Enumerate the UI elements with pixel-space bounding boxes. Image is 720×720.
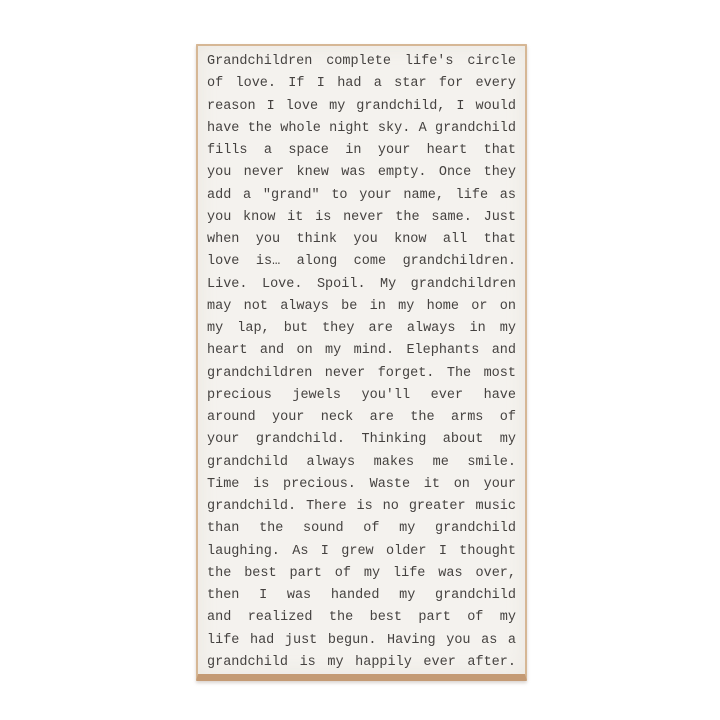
text-line: add a "grand" to your name, life as — [207, 187, 516, 203]
text-line: Live. Love. Spoil. My grandchildren — [207, 276, 516, 292]
text-line: heart and on my mind. Elephants and — [207, 343, 516, 359]
text-line: grandchild is my happily ever after. — [207, 654, 516, 670]
text-line: you never knew was empty. Once they — [207, 165, 516, 181]
text-line: and realized the best part of my — [207, 610, 516, 626]
text-line: of love. If I had a star for every — [207, 76, 516, 92]
sign-text — [198, 46, 525, 674]
wood-sign — [196, 44, 527, 681]
text-line: Grandchildren complete life's circle — [207, 54, 516, 69]
text-line: precious jewels you'll ever have — [207, 387, 516, 403]
text-line: you know it is never the same. Just — [207, 209, 516, 225]
text-line: Time is precious. Waste it on your — [207, 476, 516, 492]
text-line: than the sound of my grandchild — [207, 521, 516, 537]
text-line: then I was handed my grandchild — [207, 588, 516, 603]
text-line: grandchild always makes me smile. — [207, 454, 516, 470]
text-line: reason I love my grandchild, I would — [207, 98, 516, 114]
text-line: the best part of my life was over, — [207, 565, 516, 581]
text-line: around your neck are the arms of — [207, 410, 516, 425]
text-line: grandchildren never forget. The most — [207, 365, 516, 381]
text-line: when you think you know all that — [207, 232, 516, 247]
text-line: have the whole night sky. A grandchild — [207, 120, 516, 136]
text-line: grandchild. There is no greater music — [207, 499, 516, 514]
text-line: laughing. As I grew older I thought — [207, 543, 516, 559]
text-line: your grandchild. Thinking about my — [207, 432, 516, 448]
text-line: life had just begun. Having you as a — [207, 632, 516, 648]
text-line: love is… along come grandchildren. — [207, 254, 516, 270]
text-line: may not always be in my home or on — [207, 298, 516, 314]
text-line: my lap, but they are always in my — [207, 321, 516, 336]
text-line: fills a space in your heart that — [207, 143, 516, 158]
